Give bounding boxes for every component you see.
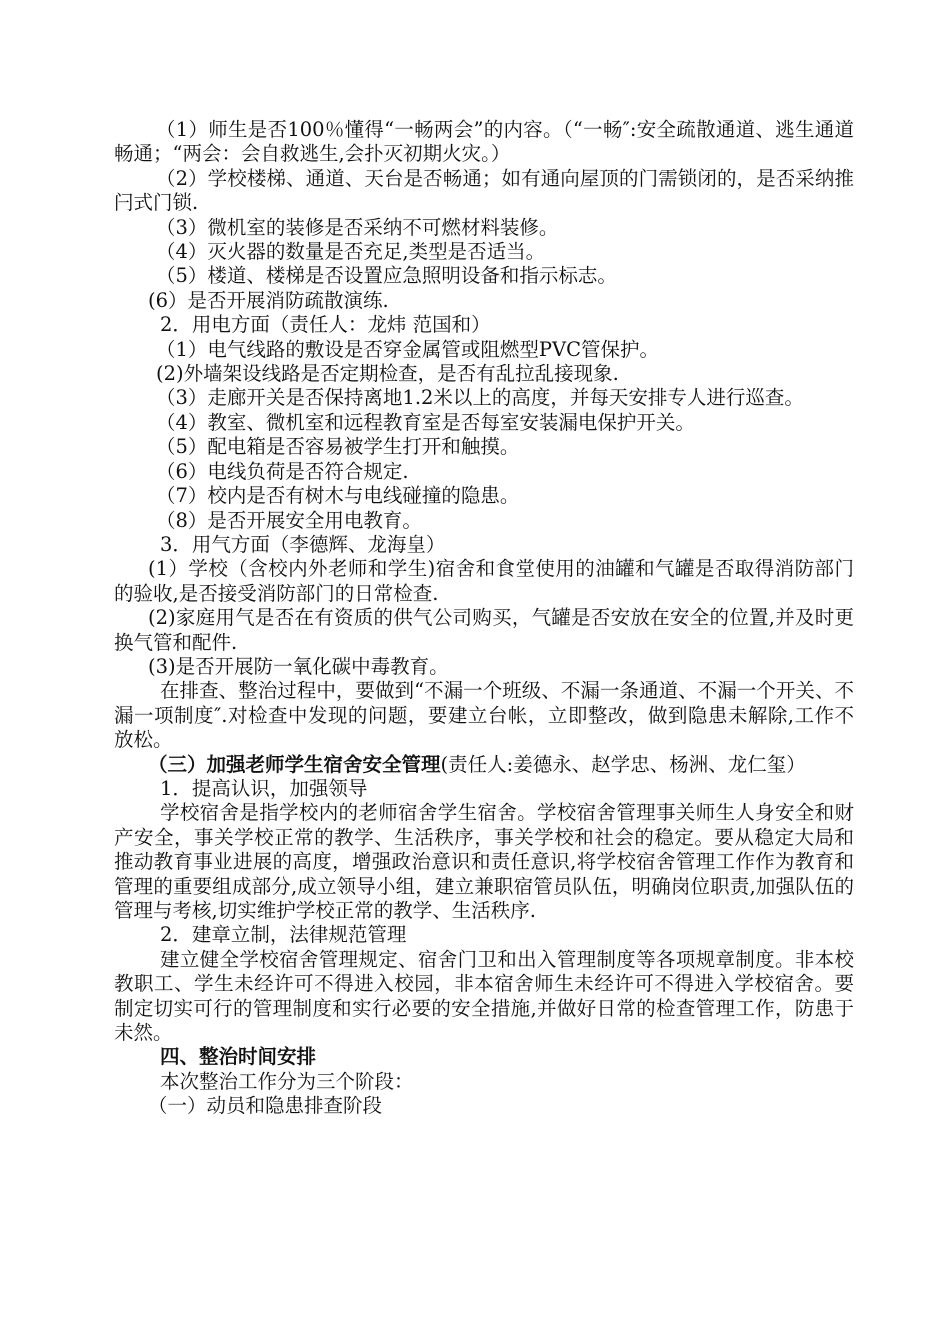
paragraph-gas-item-3: (3)是否开展防一氧化碳中毒教育。 — [148, 654, 449, 678]
paragraph-electricity-item-2: (2)外墙架设线路是否定期检查，是否有乱拉乱接现象. — [156, 362, 619, 386]
paragraph-inspection-summary: 在排查、整治过程中，要做到“不漏一个班级、不漏一条通道、不漏一个开关、不漏一项制度″.对检查中发现的问题，要建立台帐，立即整改，做到隐患未解除,工作不放松。 — [114, 679, 854, 752]
paragraph-electricity-item-4: （4）教室、微机室和远程教育室是否每室安装漏电保护开关。 — [156, 410, 695, 434]
section-schedule-title: 四、整治时间安排 — [160, 1045, 317, 1069]
paragraph-fire-item-3: （3）微机室的装修是否采纳不可燃材料装修。 — [156, 215, 559, 239]
heading-gas: 3．用气方面（李德辉、龙海皇） — [160, 532, 446, 556]
paragraph-electricity-item-6: （6）电线负荷是否符合规定. — [156, 459, 409, 483]
section-schedule — [114, 1045, 854, 1069]
paragraph-electricity-item-5: （5）配电箱是否容易被学生打开和触摸。 — [156, 435, 520, 459]
section-dormitory-responsible: (责任人:姜德永、赵学忠、杨洲、龙仁玺） — [440, 752, 806, 776]
paragraph-fire-item-2: （2）学校楼梯、通道、天台是否畅通；如有通向屋顶的门需锁闭的，是否采纳推闩式门锁. — [114, 166, 854, 215]
paragraph-electricity-item-8: （8）是否开展安全用电教育。 — [156, 508, 422, 532]
paragraph-fire-item-1: （1）师生是否100％懂得“一畅两会”的内容。（“一畅″:安全疏散通道、逃生通道畅通；“两会：会自救逃生,会扑灭初期火灾。） — [114, 118, 854, 166]
section-dormitory-title: （三）加强老师学生宿舍安全管理 — [148, 752, 441, 776]
paragraph-dormitory-definition: 学校宿舍是指学校内的老师宿舍学生宿舍。学校宿舍管理事关师生人身安全和财产安全，事关学校正常的教学、生活秩序，事关学校和社会的稳定。要从稳定大局和推动教育事业进展的高度，增强政治意识和责任意识,将学校宿舍管理工作作为教育和管理的重要组成部分,成立领导小组，建立兼职宿管员队伍，明确岗位职责,加强队伍的管理与考核,切实维护学校正常的教学、生活秩序. — [114, 801, 854, 922]
paragraph-schedule-intro: 本次整治工作分为三个阶段： — [160, 1069, 414, 1093]
heading-awareness: 1．提高认识，加强领导 — [160, 776, 368, 800]
document-body — [114, 118, 854, 1119]
paragraph-gas-item-2: (2)家庭用气是否在有资质的供气公司购买，气罐是否安放在安全的位置,并及时更换气管和配件. — [114, 606, 854, 654]
paragraph-fire-item-6: (6）是否开展消防疏散演练. — [148, 288, 389, 312]
paragraph-fire-item-4: （4）灭火器的数量是否充足,类型是否适当。 — [156, 240, 546, 264]
heading-regulations: 2．建章立制，法律规范管理 — [160, 923, 407, 947]
paragraph-gas-item-1: (1）学校（含校内外老师和学生)宿舍和食堂使用的油罐和气罐是否取得消防部门的验收,是否接受消防部门的日常检查. — [114, 557, 854, 605]
paragraph-stage-one: （一）动员和隐患排查阶段 — [148, 1094, 383, 1118]
section-dormitory — [114, 753, 854, 777]
paragraph-fire-item-5: （5）楼道、楼梯是否设置应急照明设备和指示标志。 — [156, 264, 617, 288]
paragraph-electricity-item-7: （7）校内是否有树木与电线碰撞的隐患。 — [156, 484, 520, 508]
paragraph-electricity-item-1: （1）电气线路的敷设是否穿金属管或阻燃型PVC管保护。 — [156, 337, 660, 361]
paragraph-electricity-item-3: （3）走廊开关是否保持离地1.2米以上的高度，并每天安排专人进行巡查。 — [156, 386, 804, 410]
paragraph-regulations: 建立健全学校宿舍管理规定、宿舍门卫和出入管理制度等各项规章制度。非本校教职工、学生未经许可不得进入校园，非本宿舍师生未经许可不得进入学校宿舍。要制定切实可行的管理制度和实行必要的安全措施,并做好日常的检查管理工作，防患于未然。 — [114, 947, 854, 1045]
heading-electricity: 2．用电方面（责任人：龙炜 范国和） — [160, 313, 491, 337]
